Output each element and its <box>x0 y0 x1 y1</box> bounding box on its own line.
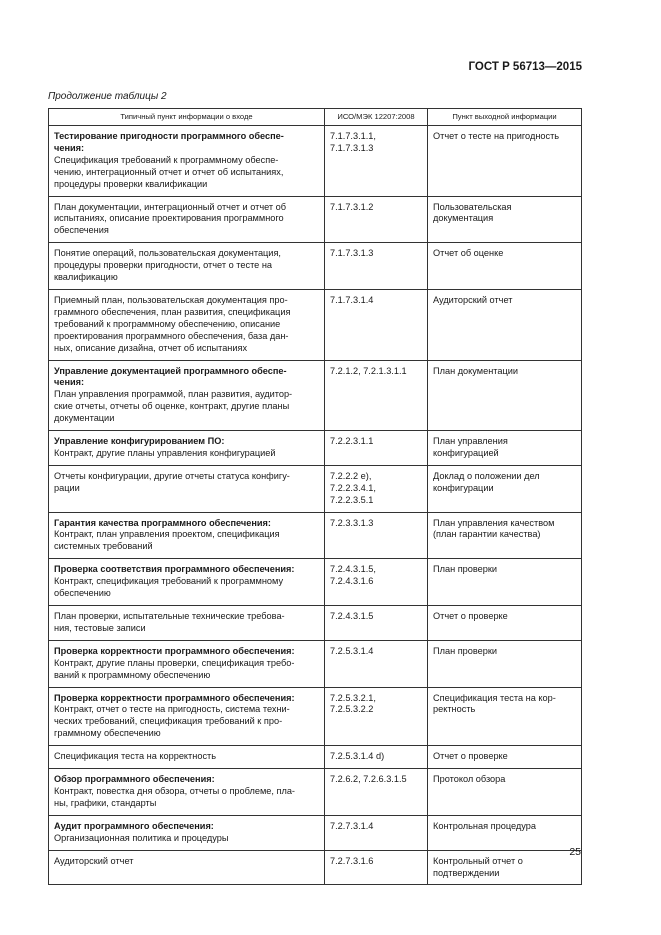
process-heading: Гарантия качества программного обеспечения: <box>54 517 271 528</box>
standard-ref-text: 7.2.5.3.1.4 <box>330 645 374 656</box>
standard-ref-text: 7.2.5.3.1.4 d) <box>330 751 385 762</box>
table-header-row <box>49 109 582 126</box>
input-info-text: Спецификация требований к программному обеспе- <box>54 154 279 165</box>
input-info-cell <box>49 746 325 769</box>
standard-ref-cell <box>325 512 428 559</box>
output-info-cell <box>428 431 582 466</box>
input-info-cell <box>49 640 325 687</box>
input-info-text: граммному обеспечению <box>54 728 161 739</box>
input-info-text: ны, графики, стандарты <box>54 797 157 808</box>
page-number: 25 <box>569 846 581 858</box>
input-info-cell <box>49 559 325 606</box>
output-info-text: План управления качеством <box>433 517 555 528</box>
input-info-text: чению, интеграционный отчет и отчет об испытаниях, <box>54 166 284 177</box>
input-info-text: ваний к программному обеспечению <box>54 669 211 680</box>
document-code: ГОСТ Р 56713—2015 <box>468 61 582 73</box>
output-info-text: Отчет о тесте на пригодность <box>433 131 560 141</box>
table-row <box>49 196 582 243</box>
input-info-text: Контракт, другие планы проверки, спецификация требо- <box>54 657 295 668</box>
input-info-text: План проверки, испытательные технические требова- <box>54 611 285 621</box>
output-info-text: Отчет об оценке <box>433 248 504 259</box>
standard-ref-text: 7.2.4.3.1.6 <box>330 576 374 587</box>
process-heading: чения: <box>54 377 85 388</box>
input-info-text: рации <box>54 482 80 493</box>
process-heading: Аудит программного обеспечения: <box>54 820 214 831</box>
table-row <box>49 512 582 559</box>
standard-ref-cell <box>325 687 428 746</box>
input-info-text: Отчеты конфигурации, другие отчеты статуса конфигу- <box>54 470 290 481</box>
output-info-cell <box>428 243 582 290</box>
table-row <box>49 815 582 850</box>
input-info-text: Организационная политика и процедуры <box>54 832 229 843</box>
standard-ref-text: 7.1.7.3.1.2 <box>330 201 374 212</box>
output-info-text: подтверждении <box>433 867 500 878</box>
input-info-cell <box>49 465 325 512</box>
table-row <box>49 243 582 290</box>
input-info-text: обеспечения <box>54 225 109 236</box>
input-info-cell <box>49 289 325 360</box>
standard-ref-text: 7.1.7.3.1.1, <box>330 131 376 141</box>
table-row <box>49 746 582 769</box>
standard-ref-cell <box>325 360 428 431</box>
column-header-input: Типичный пункт информации о входе <box>49 109 325 126</box>
output-info-text: Контрольный отчет о <box>433 855 523 866</box>
table-row <box>49 687 582 746</box>
standard-ref-cell <box>325 243 428 290</box>
table-row <box>49 606 582 641</box>
process-heading: Проверка корректности программного обеспечения: <box>54 692 295 703</box>
standard-ref-cell <box>325 289 428 360</box>
standard-ref-cell <box>325 559 428 606</box>
table-row <box>49 360 582 431</box>
input-info-text: испытаниях, описание проектирования программного <box>54 213 284 224</box>
output-info-text: Доклад о положении дел <box>433 470 540 481</box>
output-info-text: конфигурации <box>433 482 494 493</box>
output-info-text: Контрольная процедура <box>433 820 536 831</box>
standard-ref-text: 7.2.7.3.1.4 <box>330 820 374 831</box>
output-info-cell <box>428 559 582 606</box>
output-info-text: Отчет о проверке <box>433 751 508 762</box>
input-info-cell <box>49 431 325 466</box>
output-info-cell <box>428 512 582 559</box>
table-row <box>49 850 582 885</box>
output-info-text: конфигурацией <box>433 447 499 458</box>
input-info-text: квалификацию <box>54 272 118 283</box>
process-heading: Тестирование пригодности программного обеспе- <box>54 131 284 141</box>
process-heading: чения: <box>54 142 85 153</box>
table-row <box>49 769 582 816</box>
input-info-text: Аудиторский отчет <box>54 855 134 866</box>
standard-ref-cell <box>325 746 428 769</box>
process-heading: Управление конфигурированием ПО: <box>54 436 225 447</box>
output-info-cell <box>428 606 582 641</box>
output-info-cell <box>428 815 582 850</box>
table-row <box>49 126 582 197</box>
standard-ref-cell <box>325 640 428 687</box>
output-info-cell <box>428 360 582 431</box>
input-info-text: ские отчеты, отчеты об оценке, контракт, другие планы <box>54 401 290 412</box>
standard-ref-cell <box>325 465 428 512</box>
table-row <box>49 559 582 606</box>
input-info-cell <box>49 360 325 431</box>
standard-ref-text: 7.1.7.3.1.3 <box>330 248 374 259</box>
input-info-text: системных требований <box>54 541 153 552</box>
output-info-cell <box>428 640 582 687</box>
output-info-text: План документации <box>433 365 519 376</box>
input-info-text: проектирования программного обеспечения, база дан- <box>54 330 289 341</box>
input-info-cell <box>49 126 325 197</box>
input-info-text: Приемный план, пользовательская документация про- <box>54 294 288 305</box>
output-info-text: Отчет о проверке <box>433 611 508 621</box>
standard-ref-text: 7.2.4.3.1.5 <box>330 611 374 621</box>
output-info-text: Аудиторский отчет <box>433 294 513 305</box>
standard-ref-text: 7.2.2.3.1.1 <box>330 436 374 447</box>
process-heading: Проверка соответствия программного обеспечения: <box>54 564 295 575</box>
input-info-cell <box>49 815 325 850</box>
standard-ref-text: 7.2.5.3.2.2 <box>330 704 374 715</box>
input-info-cell <box>49 850 325 885</box>
input-info-cell <box>49 769 325 816</box>
standard-ref-cell <box>325 126 428 197</box>
input-info-text: ных, описание дизайна, отчет об испытаниях <box>54 342 248 353</box>
input-info-text: процедуры проверки квалификации <box>54 178 208 189</box>
output-info-cell <box>428 769 582 816</box>
standard-ref-text: 7.2.2.2 e), <box>330 470 372 481</box>
input-info-text: Спецификация теста на корректность <box>54 751 217 762</box>
table-caption: Продолжение таблицы 2 <box>48 91 167 102</box>
table-row <box>49 465 582 512</box>
output-info-text: ректность <box>433 704 476 715</box>
standard-ref-cell <box>325 769 428 816</box>
output-info-cell <box>428 687 582 746</box>
input-info-text: обеспечению <box>54 588 111 599</box>
input-info-cell <box>49 687 325 746</box>
input-info-text: Контракт, другие планы управления конфигурацией <box>54 447 276 458</box>
input-info-text: документации <box>54 413 115 424</box>
input-info-cell <box>49 512 325 559</box>
standard-ref-text: 7.1.7.3.1.4 <box>330 294 374 305</box>
input-info-text: требований к программному обеспечению, описание <box>54 318 281 329</box>
input-info-text: Контракт, отчет о тесте на пригодность, система техни- <box>54 704 290 715</box>
standard-ref-text: 7.2.2.3.4.1, <box>330 482 376 493</box>
standard-ref-cell <box>325 606 428 641</box>
table-row <box>49 289 582 360</box>
standard-ref-text: 7.2.1.2, 7.2.1.3.1.1 <box>330 365 407 376</box>
output-info-text: План проверки <box>433 645 498 656</box>
standard-ref-text: 7.2.4.3.1.5, <box>330 564 376 575</box>
input-info-text: Контракт, повестка дня обзора, отчеты о проблеме, пла- <box>54 785 295 796</box>
output-info-cell <box>428 465 582 512</box>
input-info-text: Контракт, план управления проектом, спецификация <box>54 529 280 540</box>
input-info-text: процедуры проверки пригодности, отчет о тесте на <box>54 260 273 271</box>
input-info-cell <box>49 196 325 243</box>
standard-ref-text: 7.1.7.3.1.3 <box>330 142 374 153</box>
output-info-cell <box>428 196 582 243</box>
output-info-text: (план гарантии качества) <box>433 529 541 540</box>
input-info-text: План управления программой, план развития, аудитор- <box>54 389 293 400</box>
standard-ref-text: 7.2.7.3.1.6 <box>330 855 374 866</box>
input-info-text: Контракт, спецификация требований к программному <box>54 576 284 587</box>
standard-ref-cell <box>325 196 428 243</box>
input-info-cell <box>49 243 325 290</box>
standard-ref-cell <box>325 815 428 850</box>
output-info-text: Пользовательская <box>433 201 512 212</box>
standard-ref-cell <box>325 850 428 885</box>
standard-ref-text: 7.2.6.2, 7.2.6.3.1.5 <box>330 774 407 785</box>
output-info-cell <box>428 126 582 197</box>
input-info-text: План документации, интеграционный отчет и отчет об <box>54 201 287 212</box>
input-info-text: ния, тестовые записи <box>54 622 146 633</box>
output-info-cell <box>428 289 582 360</box>
output-info-text: План проверки <box>433 564 498 575</box>
output-info-text: План управления <box>433 436 508 447</box>
table-row <box>49 431 582 466</box>
input-info-cell <box>49 606 325 641</box>
output-info-text: Протокол обзора <box>433 774 506 785</box>
input-info-text: граммного обеспечения, план развития, спецификация <box>54 306 291 317</box>
process-heading: Обзор программного обеспечения: <box>54 774 215 785</box>
process-heading: Управление документацией программного обеспе- <box>54 365 287 376</box>
input-info-text: ческих требований, спецификация требований к про- <box>54 716 283 727</box>
standard-ref-text: 7.2.2.3.5.1 <box>330 494 374 505</box>
table-row <box>49 640 582 687</box>
output-info-text: документация <box>433 213 494 224</box>
column-header-output: Пункт выходной информации <box>428 109 582 126</box>
input-info-text: Понятие операций, пользовательская документация, <box>54 248 281 259</box>
column-header-standard: ИСО/МЭК 12207:2008 <box>325 109 428 126</box>
output-info-cell <box>428 746 582 769</box>
standard-ref-text: 7.2.3.3.1.3 <box>330 517 374 528</box>
standard-ref-text: 7.2.5.3.2.1, <box>330 692 376 703</box>
process-heading: Проверка корректности программного обеспечения: <box>54 645 295 656</box>
standard-ref-cell <box>325 431 428 466</box>
output-info-cell <box>428 850 582 885</box>
data-table <box>48 108 582 885</box>
output-info-text: Спецификация теста на кор- <box>433 692 556 703</box>
